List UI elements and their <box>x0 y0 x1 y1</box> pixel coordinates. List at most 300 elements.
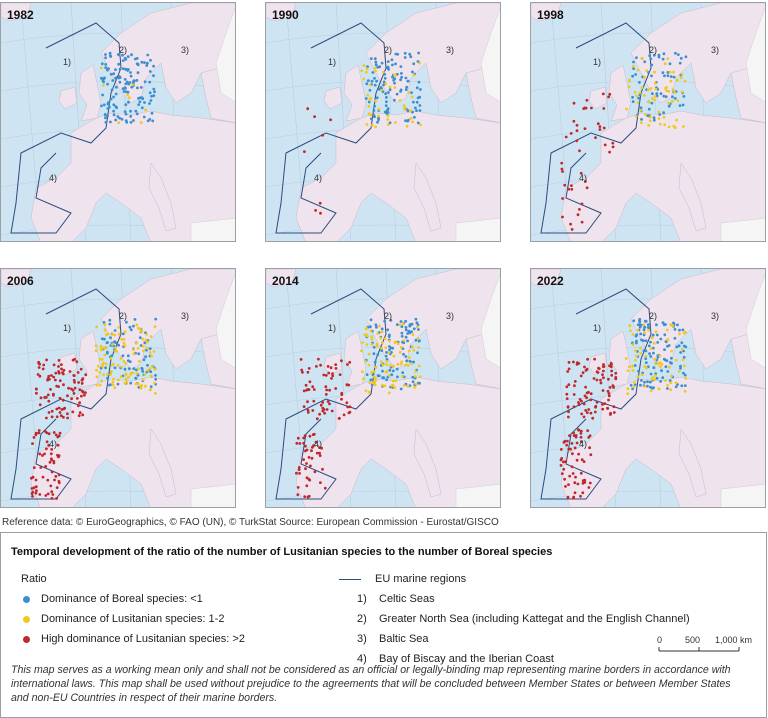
dot-lusitanian <box>142 345 145 348</box>
dot-boreal <box>415 318 418 321</box>
dot-lusitanian <box>659 365 662 368</box>
dot-boreal <box>136 79 139 82</box>
dot-boreal <box>678 329 681 332</box>
dot-high-lusitanian <box>57 365 60 368</box>
dot-high-lusitanian <box>62 416 65 419</box>
dot-boreal <box>111 79 114 82</box>
dot-boreal <box>404 56 407 59</box>
dot-boreal <box>387 60 390 63</box>
dot-boreal <box>385 355 388 358</box>
dot-lusitanian <box>628 365 631 368</box>
dot-lusitanian <box>120 375 123 378</box>
dot-lusitanian <box>635 95 638 98</box>
dot-high-lusitanian <box>308 495 311 498</box>
dot-high-lusitanian <box>567 406 570 409</box>
dot-lusitanian <box>633 386 636 389</box>
dot-lusitanian <box>664 379 667 382</box>
dot-high-lusitanian <box>602 376 605 379</box>
dot-boreal <box>665 365 668 368</box>
dot-high-lusitanian <box>577 428 580 431</box>
dot-high-lusitanian <box>305 484 308 487</box>
dot-lusitanian <box>362 77 365 80</box>
dot-lusitanian <box>409 109 412 112</box>
dot-lusitanian <box>408 356 411 359</box>
dot-boreal <box>660 369 663 372</box>
dot-boreal <box>669 62 672 65</box>
dot-lusitanian <box>140 330 143 333</box>
dot-boreal <box>371 80 374 83</box>
dot-high-lusitanian <box>78 401 81 404</box>
dot-high-lusitanian <box>80 395 83 398</box>
dot-high-lusitanian <box>72 389 75 392</box>
dot-lusitanian <box>104 323 107 326</box>
dot-boreal <box>115 93 118 96</box>
dot-boreal <box>374 361 377 364</box>
dot-lusitanian <box>384 82 387 85</box>
dot-lusitanian <box>138 360 141 363</box>
dot-lusitanian <box>373 370 376 373</box>
dot-boreal <box>396 323 399 326</box>
dot-boreal <box>652 334 655 337</box>
dot-boreal <box>373 346 376 349</box>
dot-boreal <box>400 76 403 79</box>
dot-boreal <box>388 369 391 372</box>
dot-high-lusitanian <box>31 491 34 494</box>
dot-high-lusitanian <box>613 411 616 414</box>
dot-lusitanian <box>639 109 642 112</box>
dot-lusitanian <box>678 333 681 336</box>
dot-high-lusitanian <box>324 385 327 388</box>
dot-high-lusitanian <box>46 479 49 482</box>
dot-lusitanian <box>414 375 417 378</box>
dot-lusitanian <box>140 387 143 390</box>
dot-boreal <box>373 352 376 355</box>
dot-high-lusitanian <box>575 139 578 142</box>
region-label: 2) <box>384 311 393 321</box>
region-label: 3) <box>181 45 190 55</box>
dot-boreal <box>127 55 130 58</box>
dot-high-lusitanian <box>35 492 38 495</box>
dot-boreal <box>104 53 107 56</box>
dot-high-lusitanian <box>560 162 563 165</box>
region-label: 2) <box>649 45 658 55</box>
dot-lusitanian <box>369 97 372 100</box>
dot-lusitanian <box>417 337 420 340</box>
dot-high-lusitanian <box>331 410 334 413</box>
dot-boreal <box>663 348 666 351</box>
dot-high-lusitanian <box>346 363 349 366</box>
region-item <box>357 633 429 645</box>
dot-high-lusitanian <box>614 372 617 375</box>
dot-boreal <box>114 119 117 122</box>
dot-lusitanian <box>672 71 675 74</box>
dot-boreal <box>375 80 378 83</box>
dot-high-lusitanian <box>49 388 52 391</box>
dot-high-lusitanian <box>73 392 76 395</box>
dot-boreal <box>646 380 649 383</box>
dot-high-lusitanian <box>578 208 581 211</box>
dot-lusitanian <box>99 358 102 361</box>
dot-high-lusitanian <box>321 401 324 404</box>
dot-lusitanian <box>407 364 410 367</box>
dot-lusitanian <box>382 71 385 74</box>
dot-boreal <box>374 84 377 87</box>
dot-high-lusitanian <box>58 454 61 457</box>
dot-high-lusitanian <box>325 393 328 396</box>
dot-lusitanian <box>653 378 656 381</box>
dot-high-lusitanian <box>310 449 313 452</box>
dot-lusitanian <box>377 115 380 118</box>
dot-lusitanian <box>381 342 384 345</box>
dot-high-lusitanian <box>571 465 574 468</box>
dot-high-lusitanian <box>608 151 611 154</box>
dot-lusitanian <box>150 335 153 338</box>
dot-lusitanian <box>366 94 369 97</box>
dot-lusitanian <box>399 323 402 326</box>
dot-lusitanian <box>393 73 396 76</box>
dot-lusitanian <box>654 82 657 85</box>
dot-boreal <box>672 322 675 325</box>
dot-high-lusitanian <box>59 432 62 435</box>
dot-high-lusitanian <box>295 472 298 475</box>
dot-lusitanian <box>387 123 390 126</box>
ratio-heading: Ratio <box>21 573 47 585</box>
dot-boreal <box>134 58 137 61</box>
dot-boreal <box>635 335 638 338</box>
dot-boreal <box>374 61 377 64</box>
dot-lusitanian <box>378 325 381 328</box>
dot-lusitanian <box>388 374 391 377</box>
dot-lusitanian <box>643 94 646 97</box>
dot-lusitanian <box>632 369 635 372</box>
dot-high-lusitanian <box>58 372 61 375</box>
dot-high-lusitanian <box>319 202 322 205</box>
dot-boreal <box>662 95 665 98</box>
dot-lusitanian <box>654 358 657 361</box>
dot-high-lusitanian <box>586 186 589 189</box>
dot-lusitanian <box>125 381 128 384</box>
dot-lusitanian <box>411 121 414 124</box>
dot-lusitanian <box>657 387 660 390</box>
land-area <box>609 65 631 121</box>
dot-lusitanian <box>632 333 635 336</box>
dot-boreal <box>643 60 646 63</box>
dot-boreal <box>386 328 389 331</box>
dot-boreal <box>150 385 153 388</box>
dot-boreal <box>365 82 368 85</box>
dot-boreal <box>400 65 403 68</box>
dot-high-lusitanian <box>566 440 569 443</box>
dot-high-lusitanian <box>78 414 81 417</box>
dot-lusitanian <box>669 388 672 391</box>
scale-tick-1000: 1,000 km <box>715 635 753 645</box>
dot-high-lusitanian <box>35 388 38 391</box>
dot-high-lusitanian <box>346 383 349 386</box>
dot-high-lusitanian <box>596 379 599 382</box>
dot-boreal <box>370 118 373 121</box>
dot-lusitanian <box>625 108 628 111</box>
dot-boreal <box>374 57 377 60</box>
dot-high-lusitanian <box>306 476 309 479</box>
dot-lusitanian <box>641 373 644 376</box>
dot-lusitanian <box>123 344 126 347</box>
dot-boreal <box>117 63 120 66</box>
dot-lusitanian <box>672 125 675 128</box>
dot-boreal <box>154 374 157 377</box>
dot-boreal <box>650 75 653 78</box>
dot-boreal <box>650 373 653 376</box>
dot-boreal <box>125 321 128 324</box>
dot-lusitanian <box>109 373 112 376</box>
dot-lusitanian <box>125 378 128 381</box>
dot-boreal <box>670 357 673 360</box>
dot-high-lusitanian <box>38 453 41 456</box>
dot-boreal <box>408 324 411 327</box>
dot-boreal <box>146 54 149 57</box>
dot-boreal <box>137 63 140 66</box>
dot-high-lusitanian <box>561 472 564 475</box>
dot-boreal <box>652 352 655 355</box>
dot-lusitanian <box>106 373 109 376</box>
dot-high-lusitanian <box>589 453 592 456</box>
dot-lusitanian <box>132 348 135 351</box>
dot-lusitanian <box>668 126 671 129</box>
dot-high-lusitanian <box>321 468 324 471</box>
dot-high-lusitanian <box>589 482 592 485</box>
dot-boreal <box>390 373 393 376</box>
dot-lusitanian <box>365 71 368 74</box>
dot-high-lusitanian <box>303 150 306 153</box>
dot-boreal <box>373 77 376 80</box>
dot-lusitanian <box>389 86 392 89</box>
dot-high-lusitanian <box>338 417 341 420</box>
dot-high-lusitanian <box>610 370 613 373</box>
dot-lusitanian <box>682 358 685 361</box>
dot-boreal <box>143 101 146 104</box>
dot-high-lusitanian <box>583 366 586 369</box>
dot-lusitanian <box>414 370 417 373</box>
dot-boreal <box>385 351 388 354</box>
year-label: 2006 <box>7 274 34 288</box>
dot-lusitanian <box>408 350 411 353</box>
dot-boreal <box>632 100 635 103</box>
dot-high-lusitanian <box>313 388 316 391</box>
dot-boreal <box>663 333 666 336</box>
dot-boreal <box>373 105 376 108</box>
dot-high-lusitanian <box>77 381 80 384</box>
dot-lusitanian <box>672 88 675 91</box>
dot-boreal <box>104 366 107 369</box>
dot-boreal <box>115 105 118 108</box>
dot-high-lusitanian <box>42 364 45 367</box>
dot-high-lusitanian <box>573 405 576 408</box>
dot-lusitanian <box>403 104 406 107</box>
dot-boreal <box>405 326 408 329</box>
dot-high-lusitanian <box>48 411 51 414</box>
dot-lusitanian <box>666 329 669 332</box>
dot-high-lusitanian <box>604 144 607 147</box>
dot-high-lusitanian <box>84 373 87 376</box>
dot-lusitanian <box>388 340 391 343</box>
dot-lusitanian <box>368 364 371 367</box>
dot-boreal <box>109 336 112 339</box>
dot-high-lusitanian <box>573 384 576 387</box>
legend-ratio-boreal <box>23 593 203 605</box>
dot-lusitanian <box>366 343 369 346</box>
dot-lusitanian <box>381 330 384 333</box>
dot-high-lusitanian <box>566 397 569 400</box>
dot-boreal <box>664 323 667 326</box>
dot-boreal <box>396 93 399 96</box>
dot-high-lusitanian <box>579 495 582 498</box>
land-area <box>344 65 366 121</box>
dot-boreal <box>106 115 109 118</box>
dot-lusitanian <box>658 117 661 120</box>
dot-lusitanian <box>419 124 422 127</box>
dot-boreal <box>376 121 379 124</box>
dot-lusitanian <box>133 352 136 355</box>
dot-lusitanian <box>654 362 657 365</box>
dot-high-lusitanian <box>323 408 326 411</box>
dot-lusitanian <box>380 347 383 350</box>
dot-boreal <box>387 66 390 69</box>
region-label: 4) <box>314 173 323 183</box>
dot-high-lusitanian <box>576 129 579 132</box>
dot-lusitanian <box>412 333 415 336</box>
dot-high-lusitanian <box>35 485 38 488</box>
dot-lusitanian <box>403 339 406 342</box>
dot-boreal <box>106 377 109 380</box>
dot-high-lusitanian <box>314 470 317 473</box>
dot-high-lusitanian <box>561 216 564 219</box>
dot-boreal <box>114 366 117 369</box>
dot-lusitanian <box>643 385 646 388</box>
dot-high-lusitanian <box>606 407 609 410</box>
dot-high-lusitanian <box>62 399 65 402</box>
dot-boreal <box>122 333 125 336</box>
dot-high-lusitanian <box>568 434 571 437</box>
legend-ratio-high <box>23 633 245 645</box>
region-label: 3) <box>711 311 720 321</box>
dot-high-lusitanian <box>575 436 578 439</box>
dot-boreal <box>400 320 403 323</box>
dot-boreal <box>129 382 132 385</box>
dot-boreal <box>648 345 651 348</box>
dot-boreal <box>375 63 378 66</box>
dot-high-lusitanian <box>74 387 77 390</box>
red-dot-icon <box>23 636 30 643</box>
region-label: 2) <box>384 45 393 55</box>
dot-boreal <box>407 80 410 83</box>
dot-high-lusitanian <box>580 375 583 378</box>
dot-high-lusitanian <box>584 386 587 389</box>
dot-boreal <box>115 76 118 79</box>
dot-high-lusitanian <box>589 434 592 437</box>
dot-high-lusitanian <box>599 128 602 131</box>
dot-boreal <box>124 110 127 113</box>
dot-lusitanian <box>102 373 105 376</box>
dot-lusitanian <box>113 386 116 389</box>
dot-lusitanian <box>638 91 641 94</box>
dot-high-lusitanian <box>297 437 300 440</box>
dot-high-lusitanian <box>66 417 69 420</box>
dot-high-lusitanian <box>79 388 82 391</box>
dot-boreal <box>682 372 685 375</box>
dot-boreal <box>639 384 642 387</box>
dot-high-lusitanian <box>340 392 343 395</box>
dot-high-lusitanian <box>340 398 343 401</box>
dot-lusitanian <box>153 350 156 353</box>
dot-high-lusitanian <box>60 408 63 411</box>
dot-lusitanian <box>368 353 371 356</box>
dot-lusitanian <box>407 385 410 388</box>
dot-lusitanian <box>393 386 396 389</box>
dot-lusitanian <box>634 91 637 94</box>
dot-boreal <box>127 101 130 104</box>
dot-high-lusitanian <box>50 490 53 493</box>
dot-boreal <box>112 96 115 99</box>
dot-high-lusitanian <box>313 115 316 118</box>
dot-boreal <box>635 342 638 345</box>
dot-boreal <box>381 328 384 331</box>
dot-high-lusitanian <box>318 413 321 416</box>
dot-high-lusitanian <box>571 228 574 231</box>
dot-high-lusitanian <box>47 400 50 403</box>
region-item <box>357 593 435 605</box>
dot-high-lusitanian <box>580 413 583 416</box>
land-area <box>324 87 342 109</box>
dot-high-lusitanian <box>38 429 41 432</box>
dot-lusitanian <box>154 392 157 395</box>
dot-high-lusitanian <box>306 400 309 403</box>
dot-high-lusitanian <box>57 444 60 447</box>
dot-boreal <box>668 105 671 108</box>
dot-boreal <box>129 110 132 113</box>
dot-boreal <box>107 107 110 110</box>
dot-lusitanian <box>384 384 387 387</box>
dot-boreal <box>132 325 135 328</box>
dot-high-lusitanian <box>594 411 597 414</box>
dot-high-lusitanian <box>607 96 610 99</box>
dot-boreal <box>405 88 408 91</box>
dot-high-lusitanian <box>55 497 58 500</box>
dot-high-lusitanian <box>567 416 570 419</box>
dot-lusitanian <box>376 332 379 335</box>
dot-high-lusitanian <box>319 212 322 215</box>
dot-high-lusitanian <box>60 368 63 371</box>
dot-boreal <box>133 79 136 82</box>
dot-high-lusitanian <box>572 496 575 499</box>
dot-lusitanian <box>643 331 646 334</box>
dot-high-lusitanian <box>321 134 324 137</box>
dot-lusitanian <box>140 121 143 124</box>
dot-boreal <box>381 62 384 65</box>
dot-high-lusitanian <box>311 457 314 460</box>
dot-boreal <box>124 103 127 106</box>
dot-boreal <box>137 103 140 106</box>
dot-high-lusitanian <box>315 365 318 368</box>
ratio-label: Dominance of Boreal species: <1 <box>41 593 203 605</box>
region-num: 2) <box>357 613 367 625</box>
region-label: 1) <box>63 57 72 67</box>
dot-lusitanian <box>642 324 645 327</box>
dot-high-lusitanian <box>40 396 43 399</box>
dot-lusitanian <box>631 365 634 368</box>
dot-high-lusitanian <box>52 393 55 396</box>
dot-high-lusitanian <box>309 380 312 383</box>
dot-boreal <box>404 355 407 358</box>
dot-boreal <box>660 92 663 95</box>
